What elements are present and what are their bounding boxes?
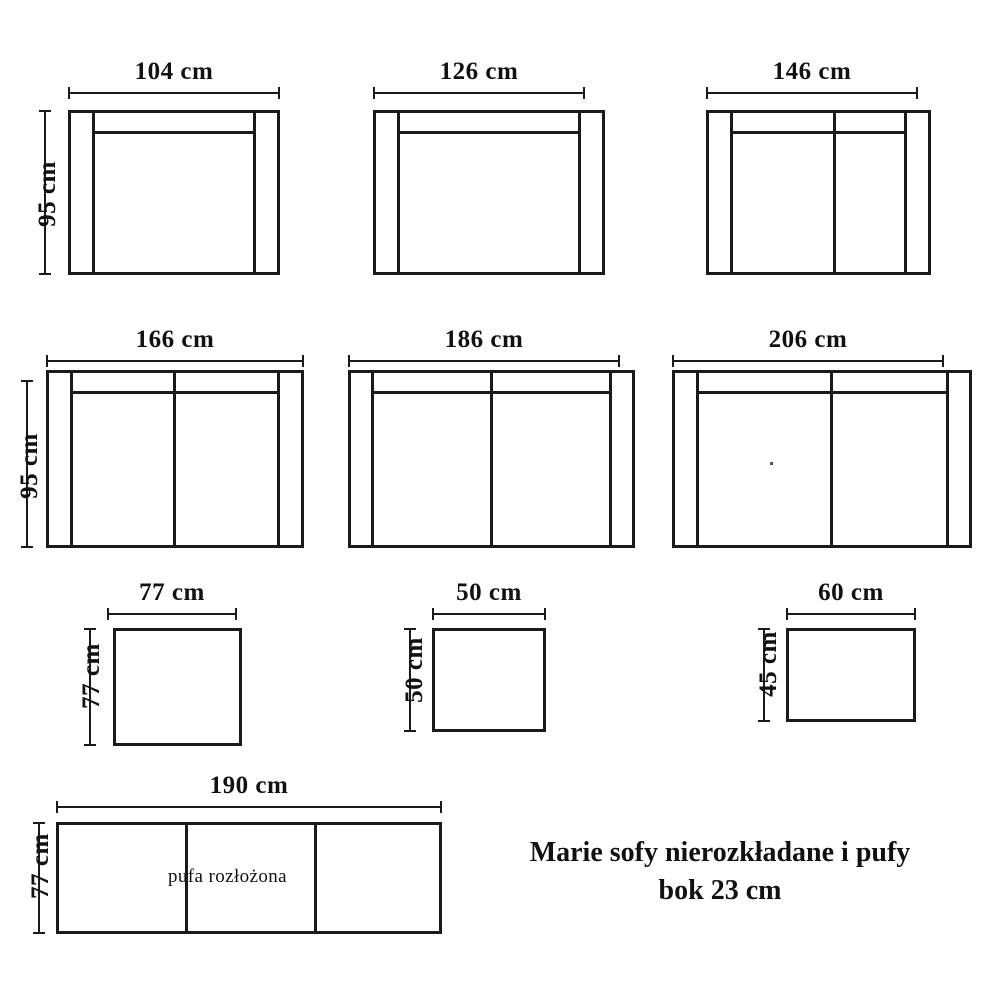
dimension-label-width-104: 104 cm bbox=[134, 58, 214, 85]
backrest-166 bbox=[70, 391, 280, 394]
dimension-label-height-166: 95 cm bbox=[16, 433, 43, 499]
dimension-label-width-206: 206 cm bbox=[768, 326, 848, 353]
dimension-line-width-60 bbox=[786, 613, 916, 615]
dimension-label-width-77: 77 cm bbox=[139, 579, 205, 606]
backrest-146 bbox=[730, 131, 907, 134]
armrest-left-126 bbox=[397, 110, 400, 275]
outline-sofa-206 bbox=[672, 370, 972, 548]
armrest-left-146 bbox=[730, 110, 733, 275]
outline-pouf-60 bbox=[786, 628, 916, 722]
caption-line-1: Marie sofy nierozkładane i pufy bbox=[529, 837, 911, 868]
armrest-right-104 bbox=[253, 110, 256, 275]
backrest-104 bbox=[92, 131, 256, 134]
armrest-right-186 bbox=[609, 370, 612, 548]
dimension-line-width-77 bbox=[107, 613, 237, 615]
dimension-line-width-190 bbox=[56, 806, 442, 808]
backrest-186 bbox=[371, 391, 612, 394]
artifact-speck bbox=[770, 462, 773, 465]
outline-sofa-126 bbox=[373, 110, 605, 275]
dimension-label-width-166: 166 cm bbox=[135, 326, 215, 353]
seat-divider-206 bbox=[830, 370, 833, 548]
inner-label-pufa-rozlozona: pufa rozłożona bbox=[168, 866, 288, 887]
dimension-line-width-206 bbox=[672, 360, 944, 362]
armrest-left-166 bbox=[70, 370, 73, 548]
dimension-label-height-77: 77 cm bbox=[78, 643, 105, 709]
armrest-left-206 bbox=[696, 370, 699, 548]
armrest-right-126 bbox=[578, 110, 581, 275]
outline-sofa-104 bbox=[68, 110, 280, 275]
dimension-label-width-146: 146 cm bbox=[772, 58, 852, 85]
dimension-label-width-126: 126 cm bbox=[439, 58, 519, 85]
backrest-206 bbox=[696, 391, 949, 394]
armrest-right-166 bbox=[277, 370, 280, 548]
seat-divider-166 bbox=[173, 370, 176, 548]
dimension-label-width-190: 190 cm bbox=[209, 772, 289, 799]
outline-pouf-50 bbox=[432, 628, 546, 732]
dimension-label-height-190: 77 cm bbox=[27, 833, 54, 899]
dimension-label-height-60: 45 cm bbox=[755, 631, 782, 697]
armrest-left-186 bbox=[371, 370, 374, 548]
dimension-line-width-126 bbox=[373, 92, 585, 94]
armrest-right-146 bbox=[904, 110, 907, 275]
fold-divider-right-190 bbox=[314, 822, 317, 934]
backrest-126 bbox=[397, 131, 581, 134]
dimension-label-height-50: 50 cm bbox=[401, 637, 428, 703]
caption-line-2: bok 23 cm bbox=[658, 875, 782, 906]
dimension-line-width-186 bbox=[348, 360, 620, 362]
dimension-label-height-104: 95 cm bbox=[34, 161, 61, 227]
dimension-line-width-104 bbox=[68, 92, 280, 94]
dimension-line-width-50 bbox=[432, 613, 546, 615]
dimension-line-width-166 bbox=[46, 360, 304, 362]
outline-pouf-77 bbox=[113, 628, 242, 746]
dimension-label-width-50: 50 cm bbox=[456, 579, 522, 606]
armrest-right-206 bbox=[946, 370, 949, 548]
armrest-left-104 bbox=[92, 110, 95, 275]
seat-divider-186 bbox=[490, 370, 493, 548]
dimension-label-width-186: 186 cm bbox=[444, 326, 524, 353]
dimension-label-width-60: 60 cm bbox=[818, 579, 884, 606]
seat-divider-146 bbox=[833, 110, 836, 275]
outline-sofa-146 bbox=[706, 110, 931, 275]
dimension-line-width-146 bbox=[706, 92, 918, 94]
